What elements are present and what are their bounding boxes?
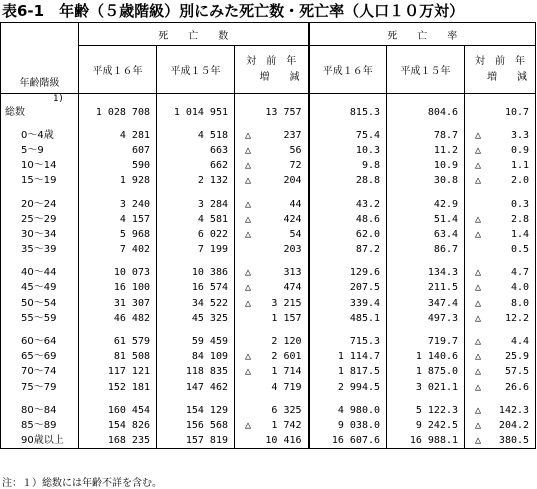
value-cell-r16: 2 994.5: [309, 380, 387, 395]
value-cell-d15: 7 199: [157, 242, 235, 257]
value-cell-r15: 211.5: [387, 280, 465, 295]
age-cell: 0～4歳: [1, 128, 79, 143]
decrease-triangle-icon: △: [475, 282, 482, 294]
rate-h16-header: 平成１６年: [309, 46, 387, 94]
cell-value: 1 714: [271, 366, 302, 378]
cell-value: 474: [283, 282, 302, 294]
value-cell-r15: 5 122.3: [387, 403, 465, 418]
value-cell-d15: 34 522: [157, 296, 235, 311]
value-cell-rc: [465, 364, 536, 379]
value-cell-rc: [465, 334, 536, 349]
value-cell-r16: 16 607.6: [309, 433, 387, 449]
decrease-triangle-icon: △: [245, 198, 252, 210]
cell-value: 44: [289, 198, 302, 210]
value-cell-dc: [235, 128, 309, 143]
value-cell-r16: 9.8: [309, 158, 387, 173]
value-cell-r16: 48.6: [309, 212, 387, 227]
decrease-triangle-icon: △: [475, 404, 482, 416]
value-cell-d16: 152 181: [79, 380, 157, 395]
decrease-triangle-icon: △: [245, 213, 252, 225]
decrease-triangle-icon: △: [245, 297, 252, 309]
value-cell-dc: [235, 296, 309, 311]
table-row: [1, 280, 536, 295]
cell-value: 3.3: [510, 129, 530, 141]
value-cell-rc: [465, 212, 536, 227]
value-cell-d16: 590: [79, 158, 157, 173]
table-row: [1, 349, 536, 364]
cell-value: 3 215: [271, 297, 302, 309]
value-cell-rc: [465, 128, 536, 143]
footnote-marker: 1): [1, 94, 79, 105]
value-cell-r15: 3 021.1: [387, 380, 465, 395]
deaths-change-header-line1: 対 前 年: [246, 55, 297, 67]
value-cell-d15: 118 835: [157, 364, 235, 379]
cell-value: 4.4: [510, 336, 530, 348]
value-cell-dc: 2 120: [235, 334, 309, 349]
group-spacer: [1, 257, 536, 265]
value-cell-rc: [465, 296, 536, 311]
decrease-triangle-icon: △: [475, 129, 482, 141]
table-title: 表6-1 年齢（５歳階級）別にみた死亡数・死亡率（人口１０万対）: [2, 2, 465, 20]
cell-value: 237: [283, 129, 302, 141]
table-row: [1, 212, 536, 227]
value-cell-d15: 6 022: [157, 227, 235, 242]
value-cell-r15: 9 242.5: [387, 418, 465, 433]
value-cell-r16: 87.2: [309, 242, 387, 257]
value-cell-d16: 16 100: [79, 280, 157, 295]
value-cell-r16: 28.8: [309, 173, 387, 188]
cell-value: 4.0: [510, 282, 530, 294]
value-cell-dc: [235, 173, 309, 188]
decrease-triangle-icon: △: [475, 175, 482, 187]
value-cell-d15: 4 581: [157, 212, 235, 227]
value-cell-r16: 1 114.7: [309, 349, 387, 364]
value-cell-rc: [465, 143, 536, 158]
value-cell-r15: 78.7: [387, 128, 465, 143]
value-cell-r16: 485.1: [309, 311, 387, 326]
cell-value: 54: [289, 228, 302, 240]
table-row: [1, 196, 536, 211]
decrease-triangle-icon: △: [245, 351, 252, 363]
value-cell-d16: 5 968: [79, 227, 157, 242]
decrease-triangle-icon: △: [245, 160, 252, 172]
value-cell-dc: [235, 227, 309, 242]
value-cell-r16: 4 980.0: [309, 403, 387, 418]
value-cell-d16: 4 281: [79, 128, 157, 143]
age-group-header: 年齢階級: [1, 23, 79, 94]
value-cell-d16: 10 073: [79, 265, 157, 280]
value-cell-d16: 3 240: [79, 196, 157, 211]
age-cell: 45～49: [1, 280, 79, 295]
rate-change-header: [465, 46, 536, 94]
value-cell-r15: 719.7: [387, 334, 465, 349]
value-cell-d16: 607: [79, 143, 157, 158]
deaths-h16-header: 平成１６年: [79, 46, 157, 94]
rate-h15-header: 平成１５年: [387, 46, 465, 94]
table-row: [1, 364, 536, 379]
value-cell-rc: [465, 403, 536, 418]
age-cell: 50～54: [1, 296, 79, 311]
table-row: [1, 433, 536, 449]
cell-value: 2.0: [510, 175, 530, 187]
footnote: 注：１）総数には年齢不詳を含む。: [2, 478, 162, 489]
value-cell-rc: [465, 265, 536, 280]
age-cell: 80～84: [1, 403, 79, 418]
value-cell-rc: [465, 158, 536, 173]
table-row: [1, 403, 536, 418]
value-cell-d15: 2 132: [157, 173, 235, 188]
value-cell-dc: 10 416: [235, 433, 309, 449]
decrease-triangle-icon: △: [245, 228, 252, 240]
value-cell-d16: 1 028 708: [79, 105, 157, 120]
value-cell-dc: [235, 265, 309, 280]
decrease-triangle-icon: △: [475, 228, 482, 240]
value-cell-r15: 11.2: [387, 143, 465, 158]
value-cell-d15: 663: [157, 143, 235, 158]
value-cell-d15: 1 014 951: [157, 105, 235, 120]
value-cell-rc: [465, 311, 536, 326]
table-row: [1, 242, 536, 257]
value-cell-r16: 9 038.0: [309, 418, 387, 433]
value-cell-r16: 43.2: [309, 196, 387, 211]
value-cell-r15: 63.4: [387, 227, 465, 242]
table-body: [1, 94, 536, 449]
value-cell-r15: 30.8: [387, 173, 465, 188]
age-cell: 90歳以上: [1, 433, 79, 449]
cell-value: 0.9: [510, 144, 530, 156]
value-cell-r16: 75.4: [309, 128, 387, 143]
value-cell-d16: 31 307: [79, 296, 157, 311]
value-cell-d15: 147 462: [157, 380, 235, 395]
value-cell-d16: 46 482: [79, 311, 157, 326]
value-cell-d15: 157 819: [157, 433, 235, 449]
age-cell: 60～64: [1, 334, 79, 349]
value-cell-dc: [235, 349, 309, 364]
value-cell-rc: [465, 418, 536, 433]
value-cell-r15: 10.9: [387, 158, 465, 173]
value-cell-d16: 81 508: [79, 349, 157, 364]
cell-value: 142.3: [498, 404, 530, 416]
value-cell-d15: 156 568: [157, 418, 235, 433]
value-cell-r16: 129.6: [309, 265, 387, 280]
value-cell-rc: [465, 227, 536, 242]
value-cell-d15: 4 518: [157, 128, 235, 143]
age-cell: 10～14: [1, 158, 79, 173]
value-cell-r15: 42.9: [387, 196, 465, 211]
age-cell: 20～24: [1, 196, 79, 211]
cell-value: 72: [289, 160, 302, 172]
decrease-triangle-icon: △: [475, 144, 482, 156]
rate-change-header-line2: 増 減: [487, 71, 528, 83]
group-spacer: [1, 395, 536, 403]
table-row: [1, 418, 536, 433]
age-cell: 55～59: [1, 311, 79, 326]
cell-value: 12.2: [504, 312, 530, 324]
value-cell-dc: [235, 158, 309, 173]
cell-value: 57.5: [504, 366, 530, 378]
table-row: [1, 311, 536, 326]
value-cell-rc: 0.5: [465, 242, 536, 257]
decrease-triangle-icon: △: [245, 144, 252, 156]
decrease-triangle-icon: △: [475, 213, 482, 225]
value-cell-dc: [235, 212, 309, 227]
cell-value: 380.5: [498, 435, 530, 447]
value-cell-r15: 16 988.1: [387, 433, 465, 449]
cell-value: 2 601: [271, 351, 302, 363]
deaths-change-header: [235, 46, 309, 94]
mortality-table: [0, 22, 536, 449]
value-cell-d16: 160 454: [79, 403, 157, 418]
value-cell-d16: 168 235: [79, 433, 157, 449]
table-row: [1, 296, 536, 311]
age-cell: 70～74: [1, 364, 79, 379]
value-cell-dc: [235, 418, 309, 433]
age-cell: 30～34: [1, 227, 79, 242]
decrease-triangle-icon: △: [475, 160, 482, 172]
age-cell: 25～29: [1, 212, 79, 227]
decrease-triangle-icon: △: [245, 366, 252, 378]
value-cell-r16: 339.4: [309, 296, 387, 311]
value-cell-dc: 1 157: [235, 311, 309, 326]
value-cell-dc: [235, 280, 309, 295]
value-cell-dc: [235, 364, 309, 379]
cell-value: 56: [289, 144, 302, 156]
value-cell-r16: 1 817.5: [309, 364, 387, 379]
value-cell-dc: 13 757: [235, 105, 309, 120]
value-cell-rc: [465, 380, 536, 395]
value-cell-r15: 1 875.0: [387, 364, 465, 379]
value-cell-r16: 207.5: [309, 280, 387, 295]
value-cell-d16: 117 121: [79, 364, 157, 379]
table-row: [1, 173, 536, 188]
value-cell-rc: 10.7: [465, 105, 536, 120]
decrease-triangle-icon: △: [475, 267, 482, 279]
value-cell-r16: 715.3: [309, 334, 387, 349]
cell-value: 8.0: [510, 297, 530, 309]
decrease-triangle-icon: △: [475, 381, 482, 393]
age-cell: 15～19: [1, 173, 79, 188]
table-row: [1, 158, 536, 173]
deaths-change-header-line2: 増 減: [259, 71, 300, 83]
decrease-triangle-icon: △: [475, 297, 482, 309]
age-cell: 5～9: [1, 143, 79, 158]
value-cell-r15: 804.6: [387, 105, 465, 120]
value-cell-r16: 10.3: [309, 143, 387, 158]
age-cell: 65～69: [1, 349, 79, 364]
rate-change-header-line1: 対 前 年: [475, 55, 526, 67]
value-cell-d15: 16 574: [157, 280, 235, 295]
decrease-triangle-icon: △: [245, 282, 252, 294]
decrease-triangle-icon: △: [475, 351, 482, 363]
table-row: [1, 265, 536, 280]
group-spacer: [1, 188, 536, 196]
rate-header: 死 亡 率: [309, 23, 536, 46]
value-cell-rc: [465, 173, 536, 188]
table-row: [1, 105, 536, 120]
cell-value: 4.7: [510, 267, 530, 279]
cell-value: 204.2: [498, 419, 530, 431]
age-cell: 85～89: [1, 418, 79, 433]
decrease-triangle-icon: △: [245, 267, 252, 279]
table-row: [1, 128, 536, 143]
decrease-triangle-icon: △: [245, 419, 252, 431]
table-row: [1, 334, 536, 349]
value-cell-r15: 497.3: [387, 311, 465, 326]
value-cell-d15: 3 284: [157, 196, 235, 211]
table-row: [1, 380, 536, 395]
cell-value: 424: [283, 213, 302, 225]
decrease-triangle-icon: △: [475, 312, 482, 324]
age-cell: 40～44: [1, 265, 79, 280]
value-cell-dc: [235, 143, 309, 158]
cell-value: 26.6: [504, 381, 530, 393]
decrease-triangle-icon: △: [475, 366, 482, 378]
value-cell-d15: 662: [157, 158, 235, 173]
deaths-header: 死 亡 数: [79, 23, 309, 46]
table-row: [1, 143, 536, 158]
value-cell-d15: 59 459: [157, 334, 235, 349]
value-cell-d16: 7 402: [79, 242, 157, 257]
decrease-triangle-icon: △: [245, 129, 252, 141]
value-cell-r15: 134.3: [387, 265, 465, 280]
decrease-triangle-icon: △: [245, 175, 252, 187]
value-cell-rc: [465, 280, 536, 295]
value-cell-r16: 62.0: [309, 227, 387, 242]
value-cell-r15: 51.4: [387, 212, 465, 227]
value-cell-rc: 0.3: [465, 196, 536, 211]
value-cell-r15: 86.7: [387, 242, 465, 257]
decrease-triangle-icon: △: [475, 435, 482, 447]
value-cell-rc: [465, 433, 536, 449]
value-cell-d15: 154 129: [157, 403, 235, 418]
table-row: [1, 227, 536, 242]
value-cell-rc: [465, 349, 536, 364]
decrease-triangle-icon: △: [475, 336, 482, 348]
value-cell-d16: 154 826: [79, 418, 157, 433]
deaths-h15-header: 平成１５年: [157, 46, 235, 94]
value-cell-d15: 45 325: [157, 311, 235, 326]
value-cell-d16: 4 157: [79, 212, 157, 227]
value-cell-d16: 61 579: [79, 334, 157, 349]
cell-value: 1 742: [271, 419, 302, 431]
cell-value: 313: [283, 267, 302, 279]
age-cell: 35～39: [1, 242, 79, 257]
age-cell: 75～79: [1, 380, 79, 395]
cell-value: 1.1: [510, 160, 530, 172]
value-cell-dc: 6 325: [235, 403, 309, 418]
value-cell-r15: 1 140.6: [387, 349, 465, 364]
value-cell-dc: [235, 196, 309, 211]
value-cell-dc: 203: [235, 242, 309, 257]
cell-value: 25.9: [504, 351, 530, 363]
decrease-triangle-icon: △: [475, 419, 482, 431]
value-cell-d15: 84 109: [157, 349, 235, 364]
value-cell-d15: 10 386: [157, 265, 235, 280]
group-spacer: [1, 120, 536, 128]
value-cell-d16: 1 928: [79, 173, 157, 188]
group-spacer: [1, 326, 536, 334]
value-cell-dc: 4 719: [235, 380, 309, 395]
value-cell-r15: 347.4: [387, 296, 465, 311]
value-cell-r16: 815.3: [309, 105, 387, 120]
cell-value: 2.8: [510, 213, 530, 225]
cell-value: 204: [283, 175, 302, 187]
cell-value: 1.4: [510, 228, 530, 240]
age-cell: 総数: [1, 105, 79, 120]
